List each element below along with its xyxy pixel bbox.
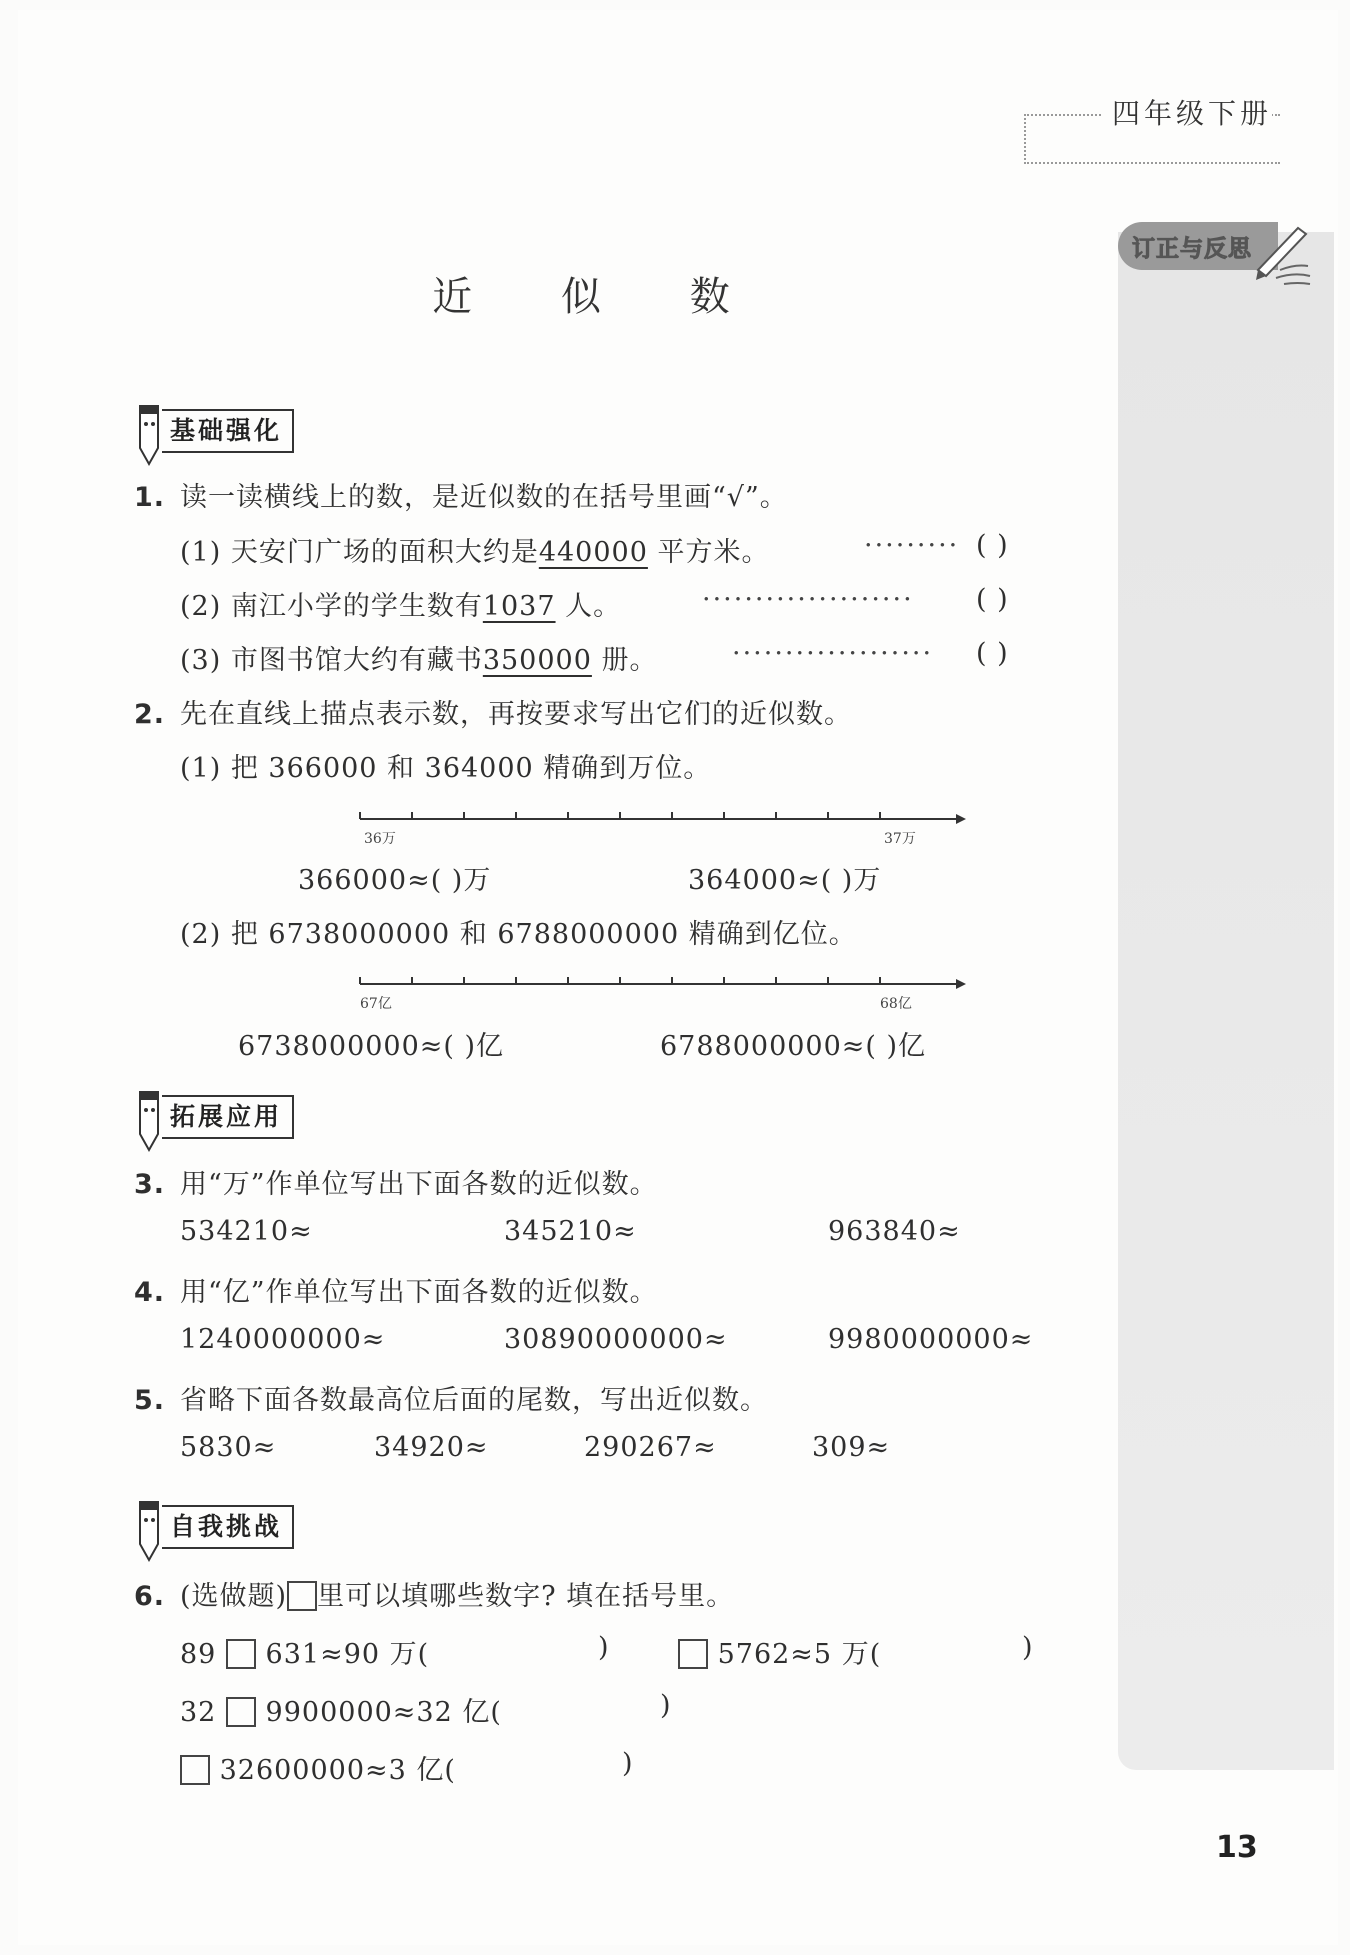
q3-item[interactable]: 345210≈ [504, 1216, 637, 1247]
q6-text-pre: (选做题) [180, 1581, 288, 1612]
q1-item-2-number: 1037 [482, 591, 556, 622]
q2-part1-text: (1) 把 366000 和 364000 精确到万位。 [180, 753, 712, 784]
q6-c-prefix: 32 [180, 1697, 217, 1728]
q5-item[interactable]: 5830≈ [180, 1432, 277, 1463]
section-basic [134, 404, 294, 458]
q4-number: 4. [134, 1277, 166, 1308]
q6-item-a [180, 1632, 429, 1671]
q6-item-b [678, 1632, 881, 1671]
blank-box [287, 1581, 317, 1611]
section-extend-label: 拓展应用 [162, 1095, 294, 1139]
q2-title [134, 692, 852, 731]
pencil-icon [134, 1498, 164, 1564]
q2-part2-answer-1[interactable]: 6738000000≈( )亿 [238, 1031, 505, 1062]
q3-item[interactable]: 534210≈ [180, 1216, 313, 1247]
number-line-2-right-label: 68亿 [880, 996, 912, 1012]
q6-title [134, 1574, 734, 1613]
correction-panel [1118, 232, 1334, 1770]
q5-item[interactable]: 309≈ [812, 1432, 891, 1463]
page-title: 近 似 数 [432, 274, 768, 320]
section-challenge [134, 1500, 294, 1554]
page-number: 13 [1216, 1830, 1258, 1865]
q1-item-3-answer-paren[interactable]: ( ) [976, 638, 1009, 669]
number-line-1-left-label: 36万 [364, 831, 396, 847]
q2-number: 2. [134, 699, 166, 730]
q1-item-1-text: (1) 天安门广场的面积大约是 [180, 537, 539, 568]
q5-text: 省略下面各数最高位后面的尾数，写出近似数。 [180, 1385, 768, 1416]
q2-part2-text: (2) 把 6738000000 和 6788000000 精确到亿位。 [180, 919, 857, 950]
q6-number: 6. [134, 1581, 166, 1612]
section-basic-label: 基础强化 [162, 409, 294, 453]
number-line-2-ticks [360, 977, 880, 984]
q2-part2-answer-2[interactable]: 6788000000≈( )亿 [660, 1031, 927, 1062]
q3-item[interactable]: 963840≈ [828, 1216, 961, 1247]
blank-box[interactable] [180, 1755, 210, 1785]
q1-item-3-dots: ··················· [732, 638, 934, 669]
q5-item[interactable]: 34920≈ [374, 1432, 489, 1463]
q4-item[interactable]: 9980000000≈ [828, 1324, 1034, 1355]
q3-title [134, 1162, 658, 1201]
q4-text: 用“亿”作单位写出下面各数的近似数。 [180, 1277, 658, 1308]
q5-number: 5. [134, 1385, 166, 1416]
q6-a-prefix: 89 [180, 1639, 217, 1670]
q1-item-3-text: (3) 市图书馆大约有藏书 [180, 645, 483, 676]
number-line-1-ticks [360, 812, 880, 819]
blank-box[interactable] [226, 1697, 256, 1727]
q4-item[interactable]: 1240000000≈ [180, 1324, 386, 1355]
number-line-2[interactable] [350, 970, 970, 1020]
q3-text: 用“万”作单位写出下面各数的近似数。 [180, 1169, 658, 1200]
q6-b-close: ) [1022, 1632, 1034, 1663]
q1-item-2 [180, 584, 621, 623]
q6-item-c [180, 1690, 502, 1729]
q1-item-2-unit: 人。 [555, 591, 622, 622]
blank-box[interactable] [678, 1639, 708, 1669]
pen-icon [1250, 220, 1320, 290]
q1-item-1-number: 440000 [538, 537, 648, 568]
q6-d-close: ) [622, 1748, 634, 1779]
q1-item-2-dots: ···················· [702, 584, 914, 615]
q5-title [134, 1378, 768, 1417]
q2-part1-answer-2[interactable]: 364000≈( )万 [688, 865, 882, 896]
number-line-1[interactable] [350, 805, 970, 855]
q6-item-d [180, 1748, 456, 1787]
q6-c-close: ) [660, 1690, 672, 1721]
q6-b-text: 5762≈5 万( [717, 1639, 882, 1670]
section-challenge-label: 自我挑战 [162, 1505, 294, 1549]
q6-d-text: 32600000≈3 亿( [219, 1755, 456, 1786]
number-line-1-right-label: 37万 [884, 831, 916, 847]
q6-a-text: 631≈90 万( [265, 1639, 430, 1670]
q1-item-1-dots: ········· [864, 530, 960, 561]
q1-item-3-unit: 册。 [591, 645, 658, 676]
q1-text: 读一读横线上的数，是近似数的在括号里画“√”。 [180, 482, 788, 513]
q4-title [134, 1270, 658, 1309]
q1-item-1 [180, 530, 770, 569]
q4-item[interactable]: 30890000000≈ [504, 1324, 728, 1355]
q2-text: 先在直线上描点表示数，再按要求写出它们的近似数。 [180, 699, 852, 730]
q1-number: 1. [134, 482, 166, 513]
q3-number: 3. [134, 1169, 166, 1200]
section-extend [134, 1090, 294, 1144]
q2-part1-answer-1[interactable]: 366000≈( )万 [298, 865, 492, 896]
q5-item[interactable]: 290267≈ [584, 1432, 717, 1463]
blank-box[interactable] [226, 1639, 256, 1669]
grade-label: 四年级下册 [1102, 97, 1272, 130]
q6-c-text: 9900000≈32 亿( [265, 1697, 502, 1728]
q6-text-post: 里可以填哪些数字? 填在括号里。 [317, 1581, 735, 1612]
q1-item-2-text: (2) 南江小学的学生数有 [180, 591, 483, 622]
pencil-icon [134, 1088, 164, 1154]
correction-tab-label: 订正与反思 [1132, 235, 1252, 262]
q1-item-3 [180, 638, 658, 677]
q1-item-1-unit: 平方米。 [647, 537, 770, 568]
q1-item-1-answer-paren[interactable]: ( ) [976, 530, 1009, 561]
q1-item-2-answer-paren[interactable]: ( ) [976, 584, 1009, 615]
q1-item-3-number: 350000 [482, 645, 592, 676]
number-line-2-left-label: 67亿 [360, 996, 392, 1012]
q6-a-close: ) [598, 1632, 610, 1663]
q1-title [134, 475, 788, 514]
grade-label-box [1024, 97, 1280, 164]
pencil-icon [134, 402, 164, 468]
